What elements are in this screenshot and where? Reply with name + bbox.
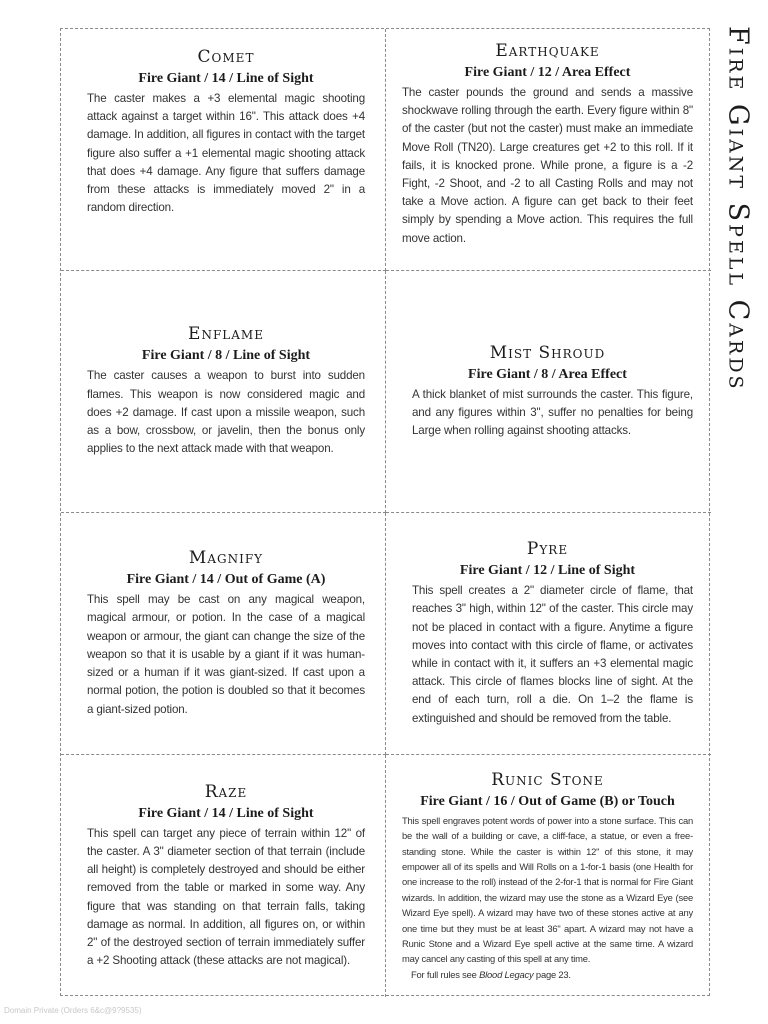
watermark: Domain Private (Orders 6&c@9?9535) <box>4 1006 142 1015</box>
page-title-vertical <box>718 26 758 466</box>
spell-card-sheet <box>60 28 710 996</box>
card-text: A thick blanket of mist surrounds the caster. This figure, and any figures within 3", suffer no penalties for being Large when rolling against shooting attacks. <box>412 387 693 438</box>
spell-card-comet <box>61 29 386 271</box>
card-text: The caster causes a weapon to burst into sudden flames. This weapon is now considered magic and does +2 damage. If cast upon a missile weapon, such as a bow, crossbow, or javelin, then the bonus only applies to the next attack made with that weapon. <box>87 369 365 456</box>
spell-card-magnify <box>61 513 386 755</box>
card-subtitle: Fire Giant / 8 / Line of Sight <box>141 348 311 364</box>
card-subtitle: Fire Giant / 12 / Area Effect <box>464 65 631 80</box>
page-title: Fire Giant Spell Cards <box>722 26 754 392</box>
card-text: This spell engraves potent words of power into a stone surface. This can be the wall of a building or cave, a cliff-face, a statue, or even a free-standing stone. While the caster is within 12" of this stone, it may empower all of its spells and Will Rolls on a 1-for-1 basis (one Health for one increase to the roll) instead of the 2-for-1 that is normal for Fire Giant wizards. In addition, the wizard may use the stone as a Wizard Eye (see Wizard Eye spell). A wizard may have two of these stones active at any one time but they must be at least 36" apart. A wizard may not have a Runic Stone and a Wizard Eye spell active at the same time. A wizard may cancel any casting of this spell at any time. <box>402 814 693 965</box>
spell-card-raze <box>61 755 386 997</box>
footnote-suffix: page 23. <box>533 968 571 980</box>
card-title: Enflame <box>188 324 264 345</box>
card-text: The caster pounds the ground and sends a massive shockwave rolling through the earth. Every figure within 8" of the caster (but not the caster) must make an immediate Move Roll (TN20). Large creatures get +2 to this roll. If it fails, it is knocked prone. While prone, a figure is a -2 Fight, -2 Shoot, and -2 to all Casting Rolls and may not take a Move action. A figure can get back to their feet simply by spending a Move action. This requires the full move action. <box>402 86 693 245</box>
spell-card-mist-shroud <box>386 271 711 513</box>
card-subtitle: Fire Giant / 14 / Line of Sight <box>138 805 314 821</box>
card-subtitle: Fire Giant / 16 / Out of Game (B) or Touch <box>420 793 675 809</box>
footnote-book-title: Blood Legacy <box>479 968 534 980</box>
card-title: Comet <box>197 47 255 67</box>
card-text: The caster makes a +3 elemental magic shooting attack against a target within 16". This attack does +4 damage. In addition, all figures in contact with the target figure also suffer a +1 elemental magic shooting attack that does +4 damage. Any figure that suffers damage from these attacks is immediately moved 2" in a random direction. <box>87 92 365 215</box>
card-title: Runic Stone <box>491 769 604 790</box>
spell-card-enflame <box>61 271 386 513</box>
card-title: Mist Shroud <box>489 342 606 363</box>
card-text: This spell creates a 2" diameter circle of flame, that reaches 3" high, within 12" of the caster. This circle may not be placed in contact with a figure. Anytime a figure moves into contact with this circle of flame, or activates while in contact with it, it suffers an +3 elemental magic attack. This circle of flames blocks line of sight. At the end of each turn, roll a die. On 1–2 the flame is extinguished and should be removed from the table. <box>412 584 693 725</box>
footnote-prefix: For full rules see <box>411 968 480 980</box>
card-footnote <box>402 967 693 982</box>
card-text: This spell can target any piece of terrain within 12" of the caster. A 3" diameter section of that terrain (include all height) is completely destroyed and should be either removed from the table or marked in some way. Any figure that was standing on that terrain falls, taking damage as normal. In addition, all figures on, or within 2" of the destroyed section of terrain immediately suffer a +2 Shooting attack (these attacks are not magical). <box>87 826 365 968</box>
card-subtitle: Fire Giant / 14 / Line of Sight <box>138 71 314 86</box>
card-text: This spell may be cast on any magical weapon, magical armour, or potion. In the case of a magical weapon or armour, the giant can change the size of the weapon so that it is usable by a giant if it was human-sized or a human if it was giant-sized. If cast upon a normal potion, the potion is doubled so that it becomes a giant-sized potion. <box>87 593 365 716</box>
card-title: Raze <box>204 781 248 802</box>
card-title: Magnify <box>188 548 264 569</box>
card-title: Pyre <box>526 539 569 560</box>
card-subtitle: Fire Giant / 14 / Out of Game (A) <box>126 572 326 588</box>
spell-card-earthquake <box>386 29 711 271</box>
spell-card-runic-stone <box>386 755 711 997</box>
card-title: Earthquake <box>495 41 600 61</box>
card-subtitle: Fire Giant / 12 / Line of Sight <box>459 563 636 579</box>
card-subtitle: Fire Giant / 8 / Area Effect <box>468 366 627 382</box>
spell-card-pyre <box>386 513 711 755</box>
